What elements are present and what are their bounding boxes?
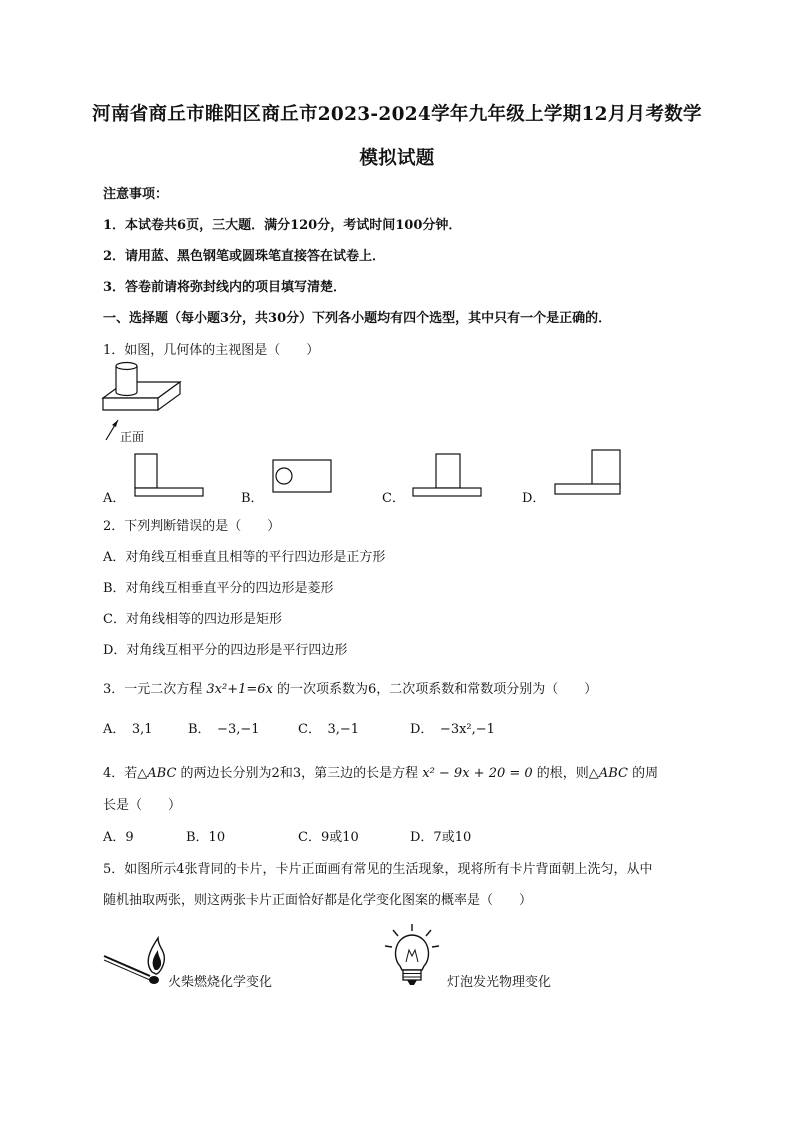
q1-option-d-figure xyxy=(554,448,626,498)
paper-title-line2: 模拟试题 xyxy=(359,148,435,169)
q4-option-c: C．9或10 xyxy=(298,830,359,845)
q3-option-a: A． 3,1 xyxy=(103,722,153,737)
q5-stem-line1: 5．如图所示4张背同的卡片，卡片正面画有常见的生活现象，现将所有卡片背面朝上洗匀，从中 xyxy=(103,862,653,877)
card1-caption: 火柴燃烧化学变化 xyxy=(168,975,273,990)
q1-option-a-figure xyxy=(134,452,206,498)
q4-equation: x² − 9x + 20 = 0 xyxy=(422,766,533,781)
q4-abc-2: ABC xyxy=(598,766,628,781)
q4-option-a: A．9 xyxy=(103,830,134,845)
q1-option-b-figure xyxy=(272,459,334,495)
q1-option-b-label: B． xyxy=(241,491,264,506)
paper-title-line1: 河南省商丘市睢阳区商丘市2023-2024学年九年级上学期12月月考数学 xyxy=(92,104,702,125)
notice-heading: 注意事项： xyxy=(103,187,169,202)
q2-option-d: D．对角线互相平分的四边形是平行四边形 xyxy=(103,643,348,658)
q3-stem-post: 的一次项系数为6，二次项系数和常数项分别为（ ） xyxy=(272,682,598,697)
q4-stem-line1 xyxy=(103,762,658,781)
q4-stem-post: 的根，则△ xyxy=(532,766,599,781)
notice-item-1: 1．本试卷共6页，三大题．满分120分，考试时间100分钟． xyxy=(103,218,462,233)
card2-caption: 灯泡发光物理变化 xyxy=(447,975,552,990)
notice-item-2: 2．请用蓝、黑色钢笔或圆珠笔直接答在试卷上． xyxy=(103,249,386,264)
q4-stem-pre: 4．若△ xyxy=(103,766,148,781)
q2-stem: 2．下列判断错误的是（ ） xyxy=(103,519,281,534)
q1-solid-figure xyxy=(100,360,190,445)
q5-stem-line2: 随机抽取两张，则这两张卡片正面恰好都是化学变化图案的概率是（ ） xyxy=(103,893,533,908)
q3-equation: 3x²+1=6x xyxy=(206,682,273,697)
notice-item-3: 3．答卷前请将弥封线内的项目填写清楚． xyxy=(103,280,347,295)
q4-stem-end: 的周 xyxy=(627,766,659,781)
q1-option-a-label: A． xyxy=(103,491,126,506)
light-bulb-icon xyxy=(382,922,442,988)
q1-stem: 1．如图，几何体的主视图是（ ） xyxy=(103,343,320,358)
q1-front-label: 正面 xyxy=(120,430,145,444)
q3-stem-pre: 3．一元二次方程 xyxy=(103,682,207,697)
q1-option-c-figure xyxy=(412,452,484,498)
q3-stem xyxy=(103,678,597,697)
q4-stem-line2: 长是（ ） xyxy=(103,798,182,813)
match-flame-icon xyxy=(100,930,172,988)
q1-option-c-label: C． xyxy=(382,491,405,506)
q3-option-b: B． −3,−1 xyxy=(188,722,260,737)
q3-option-c: C． 3,−1 xyxy=(298,722,360,737)
q4-option-d: D．7或10 xyxy=(410,830,472,845)
q4-stem-mid: 的两边长分别为2和3，第三边的长是方程 xyxy=(176,766,423,781)
q4-abc-1: ABC xyxy=(147,766,177,781)
section1-heading: 一、选择题（每小题3分，共30分）下列各小题均有四个选型，其中只有一个是正确的． xyxy=(103,311,612,326)
q3-option-d: D． −3x²,−1 xyxy=(410,722,495,737)
q2-option-a: A．对角线互相垂直且相等的平行四边形是正方形 xyxy=(103,550,386,565)
q2-option-b: B．对角线互相垂直平分的四边形是菱形 xyxy=(103,581,334,596)
q4-option-b: B．10 xyxy=(186,830,226,845)
q2-option-c: C．对角线相等的四边形是矩形 xyxy=(103,612,282,627)
q1-option-d-label: D． xyxy=(522,491,546,506)
